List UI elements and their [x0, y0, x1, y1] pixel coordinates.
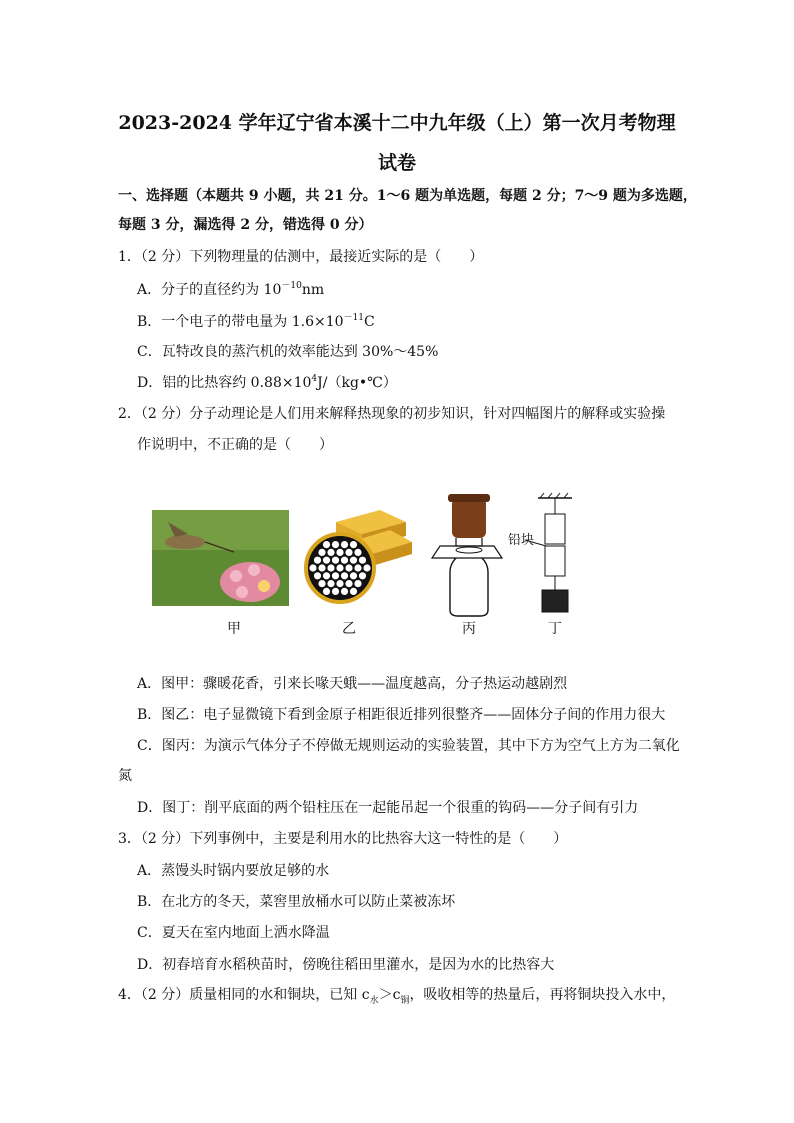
gold-atom	[318, 564, 325, 571]
q4-sub-copper: 铜	[400, 996, 410, 1006]
gold-atom	[363, 564, 370, 571]
q1-b-unit: C	[364, 314, 375, 330]
figure-label-jia: 甲	[227, 621, 241, 637]
gold-atom	[354, 549, 361, 556]
gold-atom	[345, 549, 352, 556]
gold-atom	[323, 541, 330, 548]
lead-block-label: 铅块	[508, 533, 535, 548]
gold-atom	[323, 588, 330, 595]
q2-option-a: A．图甲：骤暖花香，引来长喙天蛾——温度越高，分子热运动越剧烈	[137, 676, 568, 692]
q1-a-text: A．分子的直径约为 10	[137, 282, 282, 298]
q4-stem-pre: 4．（2 分）质量相同的水和铜块，已知 c	[118, 987, 370, 1003]
q1-option-a	[137, 280, 324, 302]
figure-label-yi: 乙	[342, 621, 356, 637]
figure-label-bing: 丙	[462, 621, 476, 637]
q1-b-exponent: －11	[343, 313, 365, 323]
gold-atom	[345, 564, 352, 571]
q1-option-c: C．瓦特改良的蒸汽机的效率能达到 30%～45%	[137, 344, 439, 360]
gold-atom	[318, 549, 325, 556]
gold-atom	[327, 580, 334, 587]
gold-atom	[350, 572, 357, 579]
q1-d-exponent: 4	[311, 374, 318, 384]
gold-atom	[341, 557, 348, 564]
q1-d-text: D．铝的比热容约 0.88×10	[137, 375, 312, 391]
gold-atom	[332, 541, 339, 548]
gold-atom	[359, 572, 366, 579]
q4-stem-mid: ＞c	[378, 987, 401, 1003]
q1-option-b	[137, 312, 375, 334]
figure-jia-photo	[152, 510, 289, 606]
section-heading-line1: 一、选择题（本题共 9 小题，共 21 分。1～6 题为单选题，每题 2 分；7～9 题为多选题，	[118, 188, 697, 204]
gold-atom	[314, 572, 321, 579]
gold-atom	[336, 549, 343, 556]
q1-b-text: B．一个电子的带电量为 1.6×10	[137, 314, 344, 330]
gold-atom	[354, 580, 361, 587]
gold-atom	[336, 564, 343, 571]
gold-atom	[323, 572, 330, 579]
figure-ding-lead-cylinders	[525, 493, 572, 612]
section-heading-line2: 每题 3 分，漏选得 2 分，错选得 0 分）	[118, 217, 373, 233]
doc-title-line1: 2023-2024 学年辽宁省本溪十二中九年级（上）第一次月考物理	[118, 112, 676, 134]
q1-d-unit: J/（kg•℃）	[317, 375, 397, 391]
q1-option-d	[137, 373, 397, 395]
gold-atom	[350, 588, 357, 595]
gold-atom	[309, 564, 316, 571]
q2-option-c-line1: C．图丙：为演示气体分子不停做无规则运动的实验装置，其中下方为空气上方为二氧化	[137, 738, 680, 754]
gold-atom	[318, 580, 325, 587]
q2-option-b: B．图乙：电子显微镜下看到金原子相距很近排列很整齐——固体分子间的作用力很大	[137, 707, 666, 723]
q3-option-b: B．在北方的冬天，菜窖里放桶水可以防止菜被冻坏	[137, 894, 456, 910]
q2-option-d: D．图丁：削平底面的两个铅柱压在一起能吊起一个很重的钩码——分子间有引力	[137, 800, 639, 816]
q1-stem: 1．（2 分）下列物理量的估测中，最接近实际的是（ ）	[118, 249, 484, 265]
figure-label-ding: 丁	[548, 621, 562, 637]
gold-atom	[336, 580, 343, 587]
gold-atom	[350, 557, 357, 564]
gold-atom	[345, 580, 352, 587]
gold-atom	[332, 588, 339, 595]
doc-title-line2: 试卷	[377, 152, 416, 174]
q3-option-a: A．蒸馒头时锅内要放足够的水	[137, 863, 330, 879]
q1-a-exponent: －10	[281, 281, 302, 291]
figure-yi-gold-atoms	[306, 510, 412, 602]
q2-option-c-line2: 氮	[118, 768, 132, 784]
gold-atom	[341, 541, 348, 548]
q3-option-c: C．夏天在室内地面上洒水降温	[137, 925, 330, 941]
q3-stem: 3．（2 分）下列事例中，主要是利用水的比热容大这一特性的是（ ）	[118, 831, 568, 847]
gold-atom	[350, 541, 357, 548]
q3-option-d: D．初春培育水稻秧苗时，傍晚往稻田里灌水，是因为水的比热容大	[137, 957, 555, 973]
q4-sub-water: 水	[369, 996, 379, 1006]
gold-atom	[341, 572, 348, 579]
gold-atom	[323, 557, 330, 564]
gold-atom	[314, 557, 321, 564]
q4-stem-post: ，吸收相等的热量后，再将铜块投入水中，	[409, 987, 676, 1003]
gold-atom	[327, 564, 334, 571]
figure-bing-gas-bottles	[432, 494, 502, 616]
q4-stem	[118, 985, 675, 1007]
gold-atom	[341, 588, 348, 595]
gold-atom	[332, 572, 339, 579]
q1-a-unit: nm	[301, 282, 325, 298]
gold-atom	[332, 557, 339, 564]
q2-stem-line1: 2．（2 分）分子动理论是人们用来解释热现象的初步知识，针对四幅图片的解释或实验操	[118, 406, 666, 422]
gold-atom	[327, 549, 334, 556]
gold-atom	[354, 564, 361, 571]
q2-stem-line2: 作说明中，不正确的是（ ）	[137, 437, 333, 453]
gold-atom	[359, 557, 366, 564]
q2-figures	[150, 492, 590, 620]
